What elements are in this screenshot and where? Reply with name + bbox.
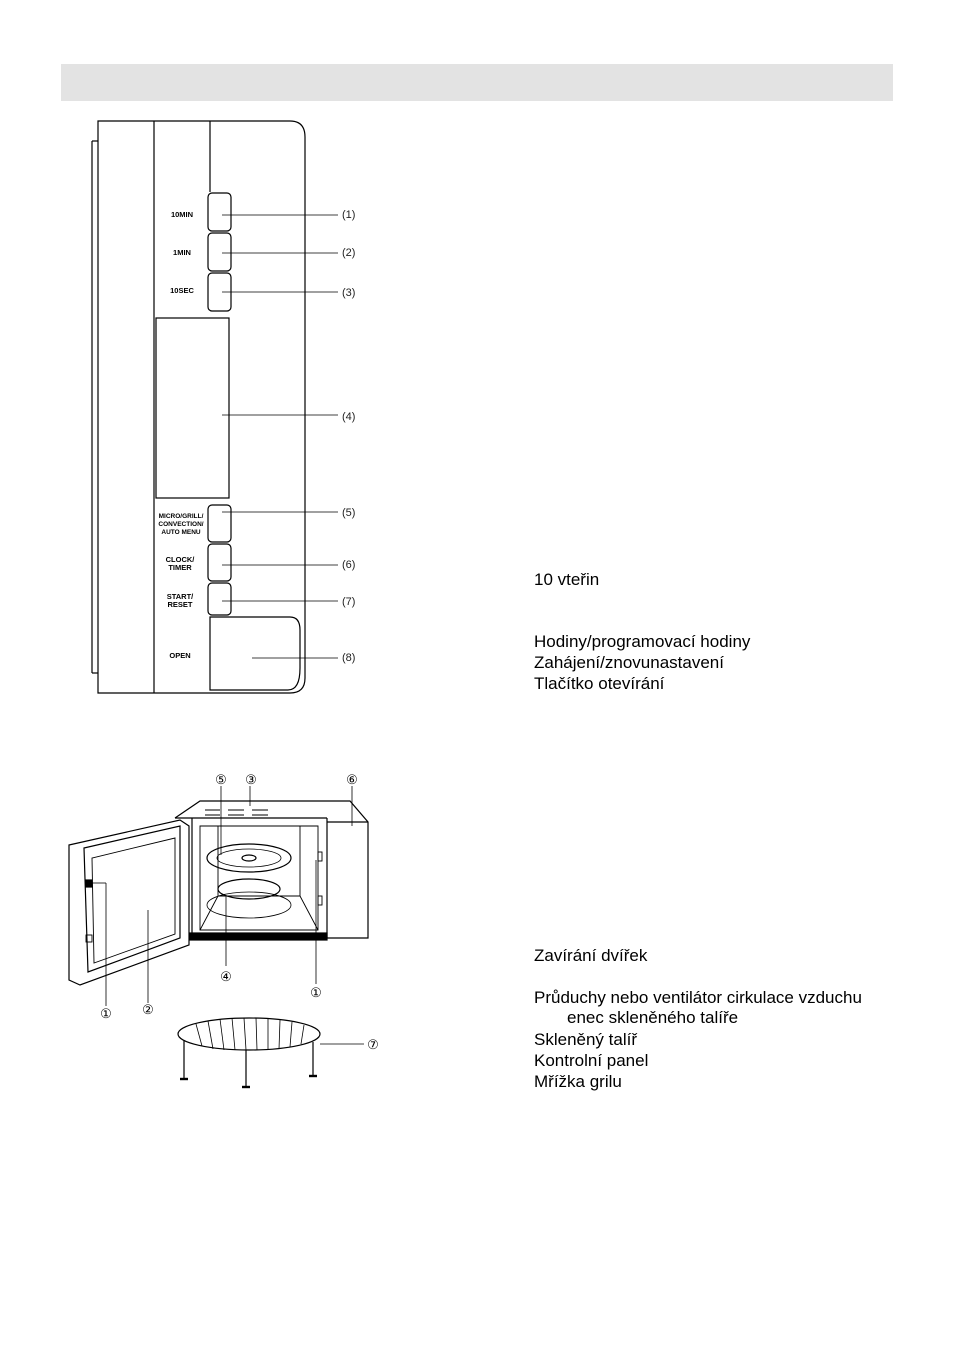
button-10min — [208, 193, 231, 231]
button-1min — [208, 233, 231, 271]
callout-4: (4) — [342, 411, 356, 423]
callout-5: (5) — [342, 507, 356, 519]
desc-clock-timer: Hodiny/programovací hodiny — [534, 632, 751, 651]
label-10sec: 10SEC — [170, 286, 194, 295]
label-10min: 10MIN — [170, 210, 194, 219]
label-mode-line1: MICRO/GRILL/ — [158, 513, 204, 520]
desc-tray-support: enec skleněného talíře — [567, 1008, 739, 1027]
callout-2: (2) — [342, 247, 356, 259]
callout-3: (3) — [342, 287, 356, 299]
desc-10-seconds: 10 vteřin — [534, 570, 600, 589]
oven-diagram — [69, 786, 368, 1087]
label-clock: CLOCK/ — [165, 555, 195, 564]
desc-start-reset: Zahájení/znovunastavení — [534, 653, 724, 672]
button-start-reset — [208, 583, 231, 615]
desc-grill-rack: Mřížka grilu — [534, 1072, 622, 1091]
button-clock-timer — [208, 544, 231, 581]
oven-callout-1a: ① — [100, 1006, 112, 1021]
oven-callout-6: ⑥ — [346, 772, 358, 787]
oven-callouts — [100, 772, 379, 1052]
control-panel-labels — [158, 209, 355, 664]
desc-open-button: Tlačítko otevírání — [534, 674, 665, 693]
display-window — [156, 318, 229, 498]
desc-door-latch: Zavírání dvířek — [534, 946, 648, 965]
oven-callout-7: ⑦ — [367, 1037, 379, 1052]
label-1min: 1MIN — [173, 248, 191, 257]
label-start: START/ — [166, 592, 194, 601]
callout-6: (6) — [342, 559, 356, 571]
oven-callout-2: ② — [142, 1002, 154, 1017]
callout-7: (7) — [342, 596, 356, 608]
callout-8: (8) — [342, 652, 356, 664]
label-mode-line3: AUTO MENU — [161, 529, 201, 536]
desc-vents: Průduchy nebo ventilátor cirkulace vzduchu — [534, 988, 862, 1007]
oven-callout-4: ④ — [220, 969, 232, 984]
oven-callout-5: ⑤ — [215, 772, 227, 787]
button-mode — [208, 505, 231, 542]
control-panel-diagram — [92, 121, 338, 693]
oven-callout-3: ③ — [245, 772, 257, 787]
callout-1: (1) — [342, 209, 356, 221]
oven-callout-1b: ① — [310, 985, 322, 1000]
desc-glass-tray: Skleněný talíř — [534, 1030, 637, 1049]
label-open: OPEN — [169, 651, 191, 660]
label-timer: TIMER — [168, 563, 192, 572]
desc-control-panel: Kontrolní panel — [534, 1051, 649, 1070]
label-reset: RESET — [167, 600, 193, 609]
label-mode-line2: CONVECTION/ — [158, 521, 204, 528]
